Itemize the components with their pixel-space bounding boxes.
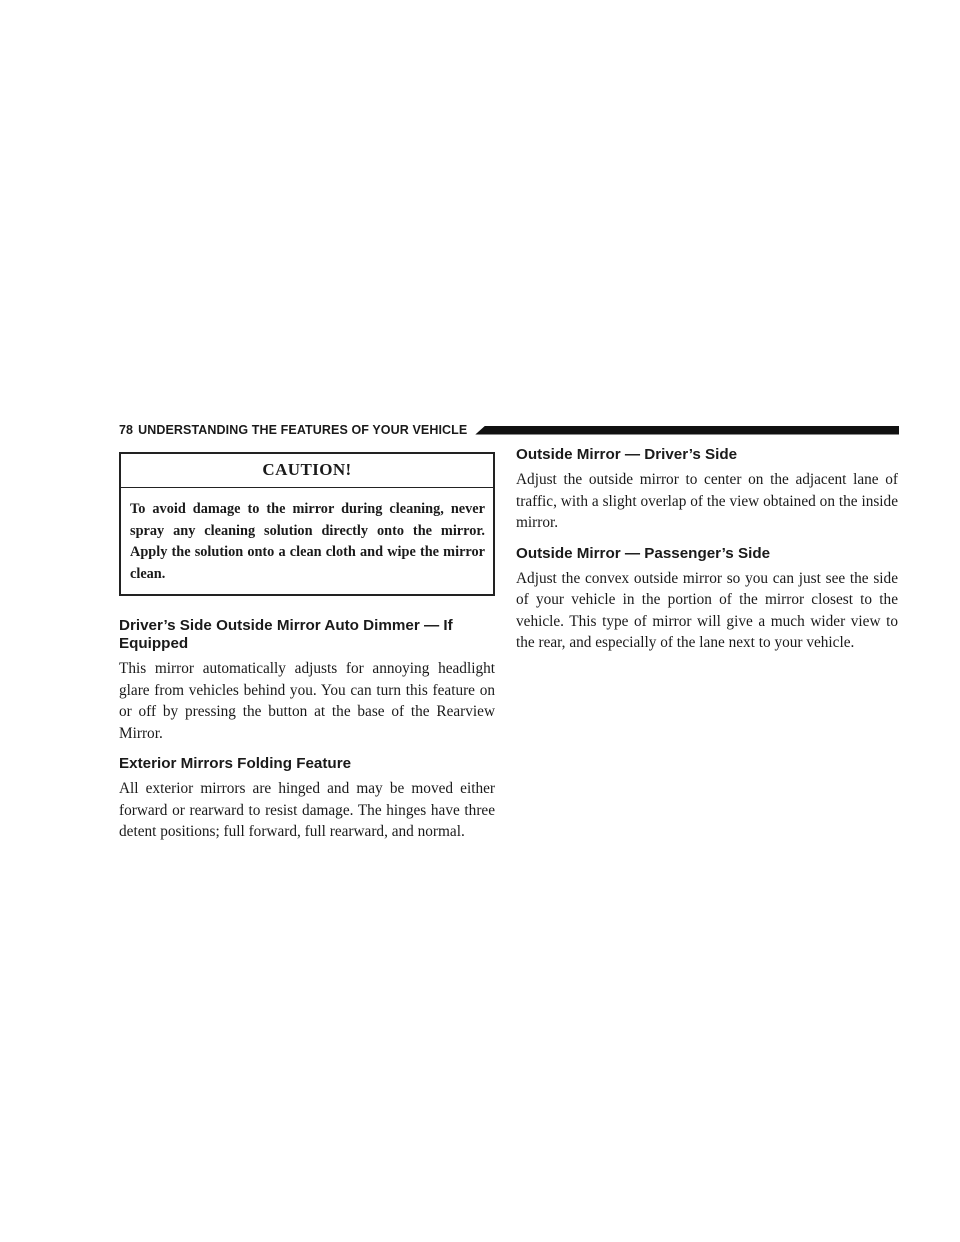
caution-body: To avoid damage to the mirror during cleaning, never spray any cleaning solution directly onto the mirror. Apply the solution onto a clean cloth and wipe the mirror clean. <box>130 501 485 582</box>
section-body-driver-side: Adjust the outside mirror to center on the adjacent lane of traffic, with a slight overlap of the view obtained on the inside mirror. <box>516 471 898 531</box>
header-section-title: UNDERSTANDING THE FEATURES OF YOUR VEHICLE <box>138 423 468 437</box>
caution-title: CAUTION! <box>121 454 493 488</box>
header-rule <box>475 426 899 435</box>
section-heading-driver-side: Outside Mirror — Driver’s Side <box>516 446 738 463</box>
section-heading-passenger-side: Outside Mirror — Passenger’s Side <box>516 544 771 562</box>
section-body-passenger-side: Adjust the convex outside mirror so you can just see the side of your vehicle in the portion of the mirror closest to the vehicle. This type of mirror will give a much wider view to the rear, and especially of the lane next to your vehicle. <box>516 569 898 651</box>
left-column <box>119 452 495 843</box>
section-body-auto-dimmer: This mirror automatically adjusts for annoying headlight glare from vehicles behind you. You can turn this feature on or off by pressing the button at the base of the Rearview Mirror. <box>119 660 495 742</box>
section-heading-auto-dimmer: Driver’s Side Outside Mirror Auto Dimmer — If Equipped <box>119 617 453 652</box>
section-heading-folding-feature: Exterior Mirrors Folding Feature <box>119 755 352 772</box>
section-body-folding-feature: All exterior mirrors are hinged and may be moved either forward or rearward to resist damage. The hinges have three detent positions; full forward, full rearward, and normal. <box>119 780 495 840</box>
running-header <box>119 420 899 440</box>
caution-box <box>119 452 495 596</box>
header-page-number: 78 <box>119 423 134 437</box>
right-column <box>516 446 898 654</box>
